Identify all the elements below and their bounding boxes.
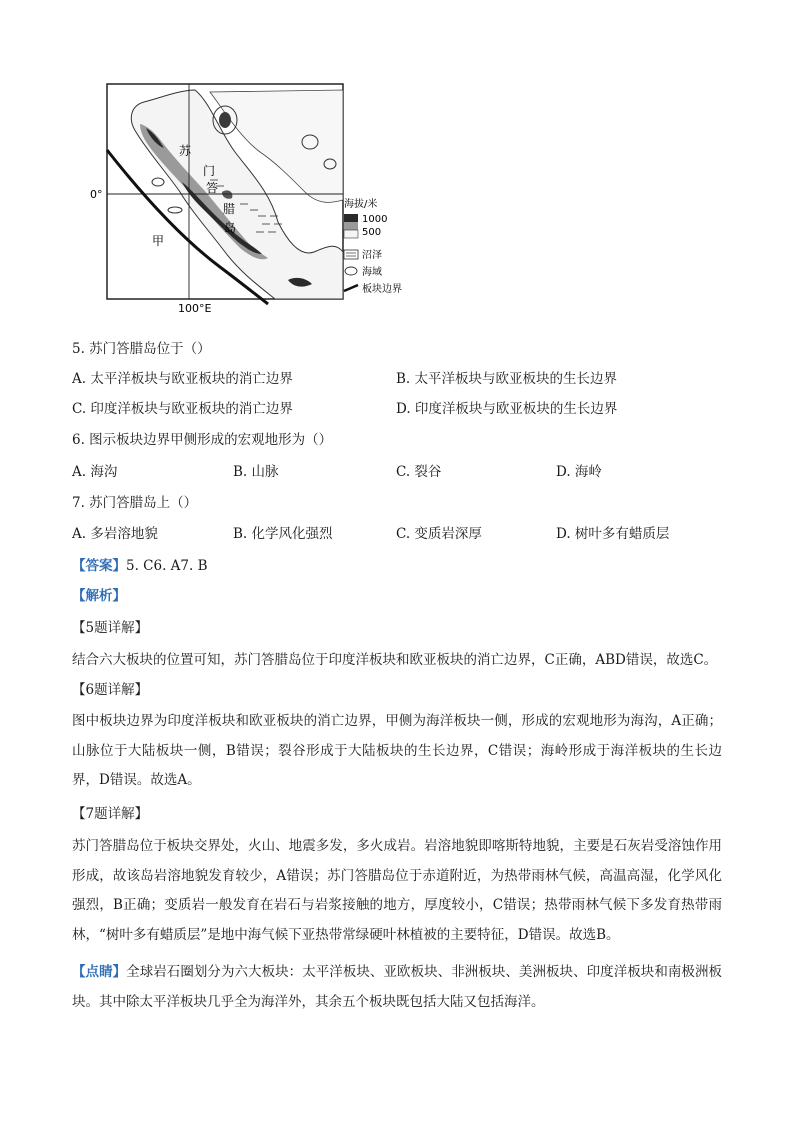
island-outline xyxy=(152,178,164,186)
map-legend xyxy=(344,197,402,295)
tip-body: 全球岩石圈划分为六大板块：太平洋板块、亚欧板块、非洲板块、美洲板块、印度洋板块和南极洲板块。其中除太平洋板块几乎全为海洋外，其余五个板块既包括大陆又包括海洋。 xyxy=(72,964,723,1010)
q7-body: 苏门答腊岛位于板块交界处，火山、地震多发，多火成岩。岩溶地貌即喀斯特地貌，主要是石灰岩受溶蚀作用形成，故该岛岩溶地貌发育较少，A错误；苏门答腊岛位于赤道附近，为热带雨林气候，高温高湿，化学风化强烈，B正确；变质岩一般发育在岩石与岩浆接触的地方，厚度较小，C错误；热带雨林气候下多发育热带雨林，“树叶多有蜡质层”是地中海气候下亚热带常绿硬叶林植被的主要特征，D错误。故选B。 xyxy=(72,838,722,943)
legend-swamp-label: 沼泽 xyxy=(362,250,382,261)
answer-text: 5. C6. A7. B xyxy=(126,558,208,574)
legend-500-swatch xyxy=(344,222,358,230)
legend-sea-swatch xyxy=(345,267,357,275)
question-6-option-b: B. 山脉 xyxy=(233,464,279,480)
map-label-dao: 岛 xyxy=(224,221,237,235)
legend-base-swatch xyxy=(344,230,358,238)
legend-boundary-swatch xyxy=(344,285,358,291)
legend-1000-swatch xyxy=(344,214,358,222)
question-5-stem: 5. 苏门答腊岛位于（） xyxy=(72,341,211,357)
latitude-label: 0° xyxy=(90,188,103,201)
question-6-option-c: C. 裂谷 xyxy=(396,464,442,480)
tip-block xyxy=(72,958,722,1017)
question-5-option-b: B. 太平洋板块与欧亚板块的生长边界 xyxy=(396,371,618,387)
map-label-la: 腊 xyxy=(223,202,236,216)
longitude-label: 100°E xyxy=(178,302,212,315)
q5-body: 结合六大板块的位置可知，苏门答腊岛位于印度洋板块和欧亚板块的消亡边界，C正确，ABD错误，故选C。 xyxy=(72,652,718,668)
q5-heading: 【5题详解】 xyxy=(72,620,149,636)
question-7-option-c: C. 变质岩深厚 xyxy=(396,526,482,542)
q6-heading: 【6题详解】 xyxy=(72,682,149,698)
answer-tag: 【答案】 xyxy=(72,558,126,574)
question-7-option-b: B. 化学风化强烈 xyxy=(233,526,333,542)
q6-body: 图中板块边界为印度洋板块和欧亚板块的消亡边界，甲侧为海洋板块一侧，形成的宏观地形为海沟，A正确；山脉位于大陆板块一侧，B错误；裂谷形成于大陆板块的生长边界，C错误；海岭形成于海洋板块的生长边界，D错误。故选A。 xyxy=(72,713,722,788)
answer-line xyxy=(72,556,208,576)
map-label-su: 苏 xyxy=(179,144,192,158)
question-7-option-d: D. 树叶多有蜡质层 xyxy=(556,526,670,542)
legend-sea-label: 海域 xyxy=(362,267,382,278)
question-6-stem: 6. 图示板块边界甲侧形成的宏观地形为（） xyxy=(72,432,333,448)
legend-500-label: 500 xyxy=(362,227,382,238)
question-6-option-d: D. 海岭 xyxy=(556,464,602,480)
island-outline xyxy=(168,207,182,213)
analysis-tag: 【解析】 xyxy=(72,588,126,604)
question-5-option-a: A. 太平洋板块与欧亚板块的消亡边界 xyxy=(72,371,293,387)
sumatra-map xyxy=(90,82,420,317)
question-6-option-a: A. 海沟 xyxy=(72,464,118,480)
legend-swamp-swatch xyxy=(344,250,358,259)
island-highland xyxy=(219,112,231,128)
legend-boundary-label: 板块边界 xyxy=(362,284,402,295)
tip-tag: 【点睛】 xyxy=(72,964,127,980)
legend-1000-label: 1000 xyxy=(362,214,388,225)
question-5-option-d: D. 印度洋板块与欧亚板块的生长边界 xyxy=(396,401,618,417)
map-label-jia: 甲 xyxy=(152,234,165,248)
legend-title: 海拔/米 xyxy=(344,199,378,210)
map-label-men: 门 xyxy=(203,164,216,178)
question-7-option-a: A. 多岩溶地貌 xyxy=(72,526,158,542)
map-label-da: 答 xyxy=(206,181,219,195)
question-5-option-c: C. 印度洋板块与欧亚板块的消亡边界 xyxy=(72,401,293,417)
q7-heading: 【7题详解】 xyxy=(72,806,149,822)
question-7-stem: 7. 苏门答腊岛上（） xyxy=(72,495,198,511)
